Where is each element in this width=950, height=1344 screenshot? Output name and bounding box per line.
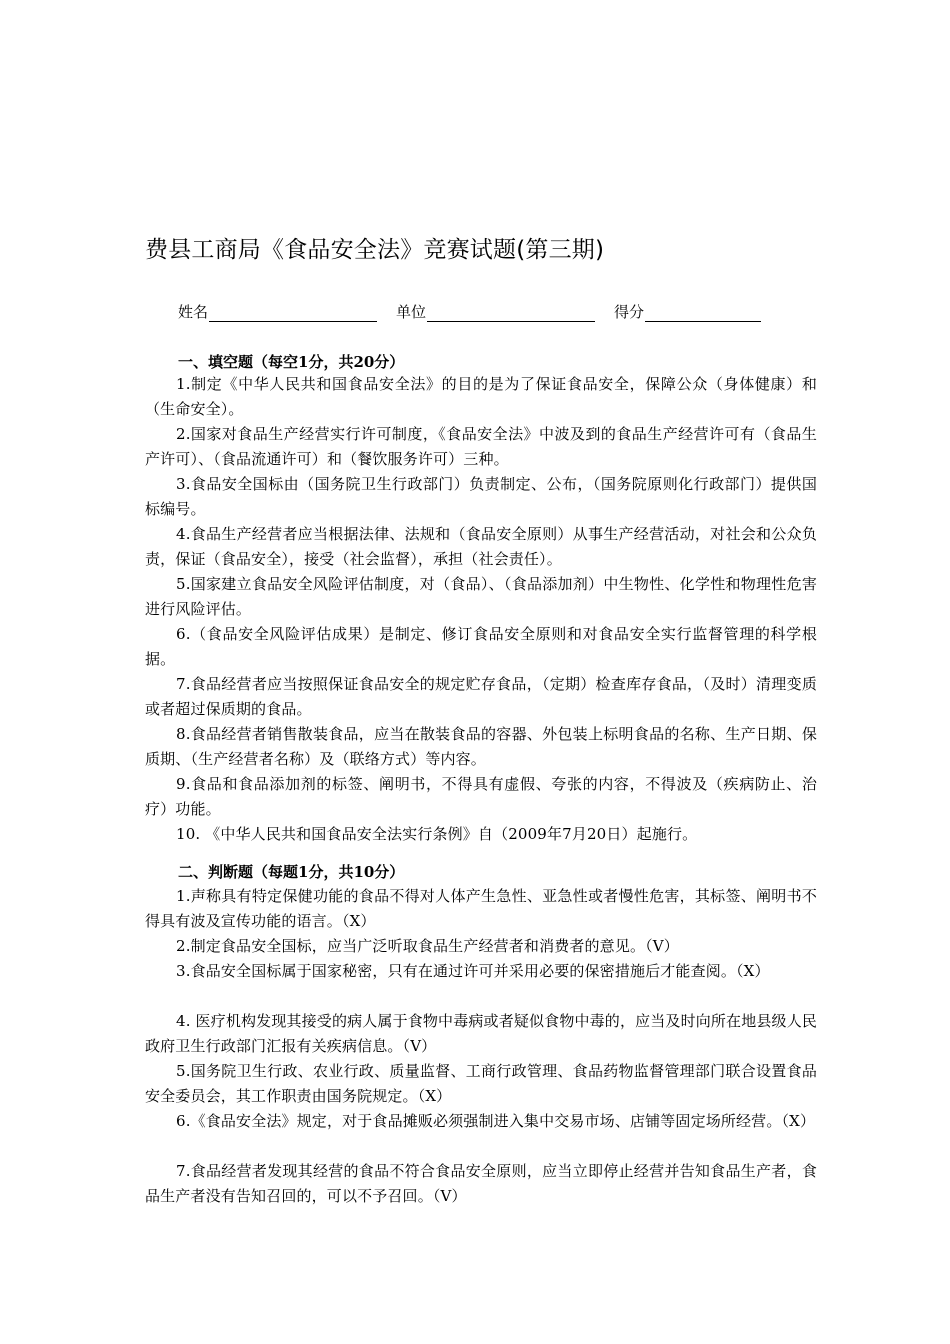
fill-blank-question-7: 7.食品经营者应当按照保证食品安全的规定贮存食品，（定期）检查库存食品，（及时）清理变质或者超过保质期的食品。 [145,675,817,718]
fill-blank-question-1: 1.制定《中华人民共和国食品安全法》的目的是为了保证食品安全，保障公众（身体健康）和（生命安全）。 [145,375,817,418]
true-false-question-1: 1.声称具有特定保健功能的食品不得对人体产生急性、亚急性或者慢性危害，其标签、阐明书不得具有波及宣传功能的语言。（X） [145,887,817,930]
true-false-question-2: 2.制定食品安全国标，应当广泛听取食品生产经营者和消费者的意见。（V） [176,937,679,955]
fill-blank-question-10: 10. 《中华人民共和国食品安全法实行条例》自（2009年7月20日）起施行。 [176,825,698,843]
true-false-question-6: 6.《食品安全法》规定，对于食品摊贩必须强制进入集中交易市场、店铺等固定场所经营。（X） [176,1112,816,1130]
fill-blank-question-2: 2.国家对食品生产经营实行许可制度，《食品安全法》中波及到的食品生产经营许可有（食品生产许可）、（食品流通许可）和（餐饮服务许可）三种。 [145,425,817,468]
fill-blank-question-6: 6.（食品安全风险评估成果）是制定、修订食品安全原则和对食品安全实行监督管理的科学根据。 [145,625,817,668]
document-title: 费县工商局《食品安全法》竞赛试题(第三期) [145,237,605,263]
true-false-question-5: 5.国务院卫生行政、农业行政、质量监督、工商行政管理、食品药物监督管理部门联合设置食品安全委员会，其工作职责由国务院规定。（X） [145,1062,817,1105]
section-true-false-heading: 二、判断题（每题1分，共10分） [178,863,405,881]
unit-field [396,302,595,322]
name-label: 姓名 [178,303,209,321]
score-blank-line [645,304,761,322]
true-false-question-7: 7.食品经营者发现其经营的食品不符合食品安全原则，应当立即停止经营并告知食品生产者，食品生产者没有告知召回的，可以不予召回。（V） [145,1162,817,1205]
fill-blank-question-4: 4.食品生产经营者应当根据法律、法规和（食品安全原则）从事生产经营活动，对社会和公众负责，保证（食品安全），接受（社会监督），承担（社会责任）。 [145,525,817,568]
fill-blank-question-3: 3.食品安全国标由（国务院卫生行政部门）负责制定、公布，（国务院原则化行政部门）提供国标编号。 [145,475,817,518]
fill-blank-question-8: 8.食品经营者销售散装食品，应当在散装食品的容器、外包装上标明食品的名称、生产日期、保质期、（生产经营者名称）及（联络方式）等内容。 [145,725,817,768]
fill-blank-question-5: 5.国家建立食品安全风险评估制度，对（食品）、（食品添加剂）中生物性、化学性和物理性危害进行风险评估。 [145,575,817,618]
true-false-question-3: 3.食品安全国标属于国家秘密，只有在通过许可并采用必要的保密措施后才能查阅。（X） [176,962,770,980]
section-fill-blank-heading: 一、填空题（每空1分，共20分） [178,353,405,371]
candidate-info-row [178,302,828,326]
name-blank-line [209,304,377,322]
score-label: 得分 [614,303,645,321]
score-field [614,302,761,322]
fill-blank-question-9: 9.食品和食品添加剂的标签、阐明书，不得具有虚假、夸张的内容，不得波及（疾病防止、治疗）功能。 [145,775,817,818]
unit-label: 单位 [396,303,427,321]
true-false-question-4: 4. 医疗机构发现其接受的病人属于食物中毒病或者疑似食物中毒的，应当及时向所在地县级人民政府卫生行政部门汇报有关疾病信息。（V） [145,1012,817,1055]
unit-blank-line [427,304,595,322]
name-field [178,302,377,322]
